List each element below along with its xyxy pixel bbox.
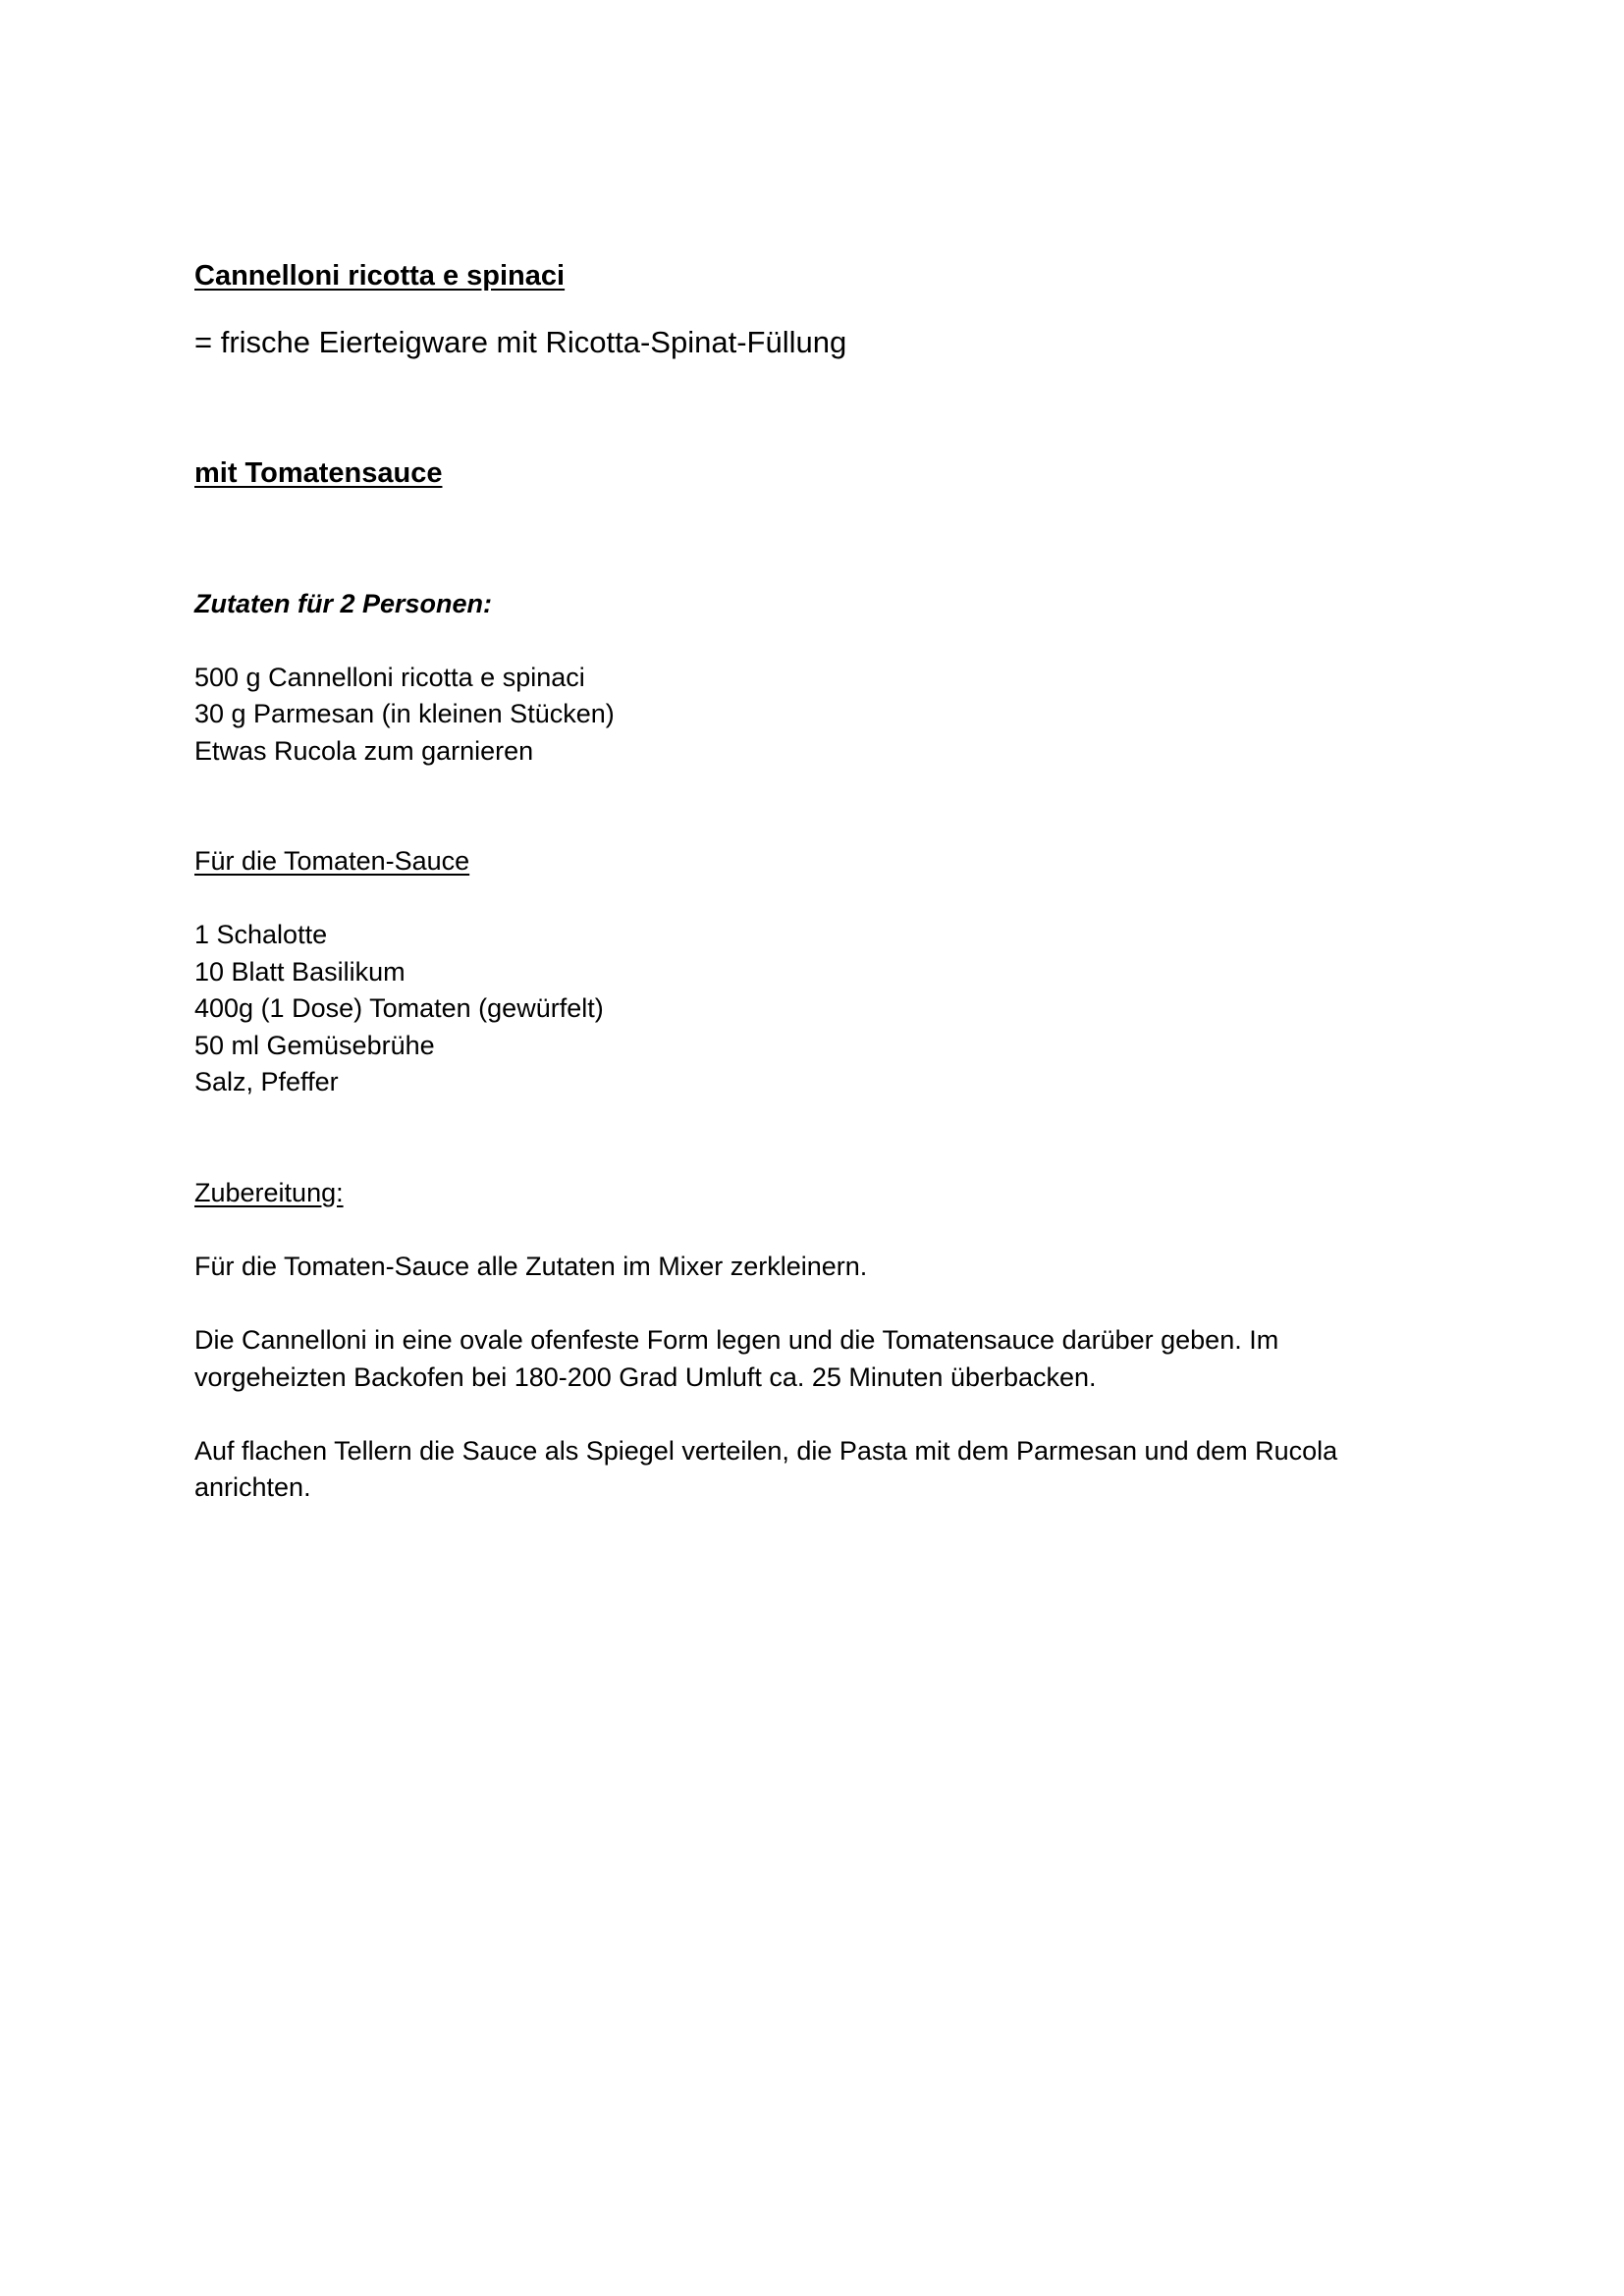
preparation-text: Auf flachen Tellern die Sauce als Spiegel verteilen, die Pasta mit dem Parmesan und dem Rucola: [194, 1436, 1338, 1466]
ingredients-heading: Zutaten für 2 Personen:: [194, 589, 493, 618]
ingredient-item: 30 g Parmesan (in kleinen Stücken): [194, 699, 615, 728]
preparation-text: Die Cannelloni in eine ovale ofenfeste Form legen und die Tomatensauce darüber geben. Im: [194, 1325, 1279, 1355]
preparation-text: anrichten.: [194, 1472, 311, 1502]
sauce-ingredient-item: 1 Schalotte: [194, 920, 328, 949]
sauce-ingredient-item: 50 ml Gemüsebrühe: [194, 1031, 435, 1060]
recipe-subtitle: = frische Eierteigware mit Ricotta-Spinat-Füllung: [194, 325, 847, 359]
recipe-title: Cannelloni ricotta e spinaci: [194, 260, 566, 292]
sauce-ingredient-item: 400g (1 Dose) Tomaten (gewürfelt): [194, 993, 604, 1023]
preparation-text: Für die Tomaten-Sauce alle Zutaten im Mixer zerkleinern.: [194, 1252, 868, 1281]
sauce-ingredient-item: 10 Blatt Basilikum: [194, 957, 406, 987]
tomato-sauce-heading: Für die Tomaten-Sauce: [194, 846, 470, 876]
sauce-heading: mit Tomatensauce: [194, 457, 443, 489]
ingredient-item: Etwas Rucola zum garnieren: [194, 736, 534, 766]
preparation-text: vorgeheizten Backofen bei 180-200 Grad Umluft ca. 25 Minuten überbacken.: [194, 1362, 1097, 1392]
preparation-heading: Zubereitung:: [194, 1178, 344, 1207]
sauce-ingredient-item: Salz, Pfeffer: [194, 1067, 339, 1096]
ingredient-item: 500 g Cannelloni ricotta e spinaci: [194, 663, 585, 692]
